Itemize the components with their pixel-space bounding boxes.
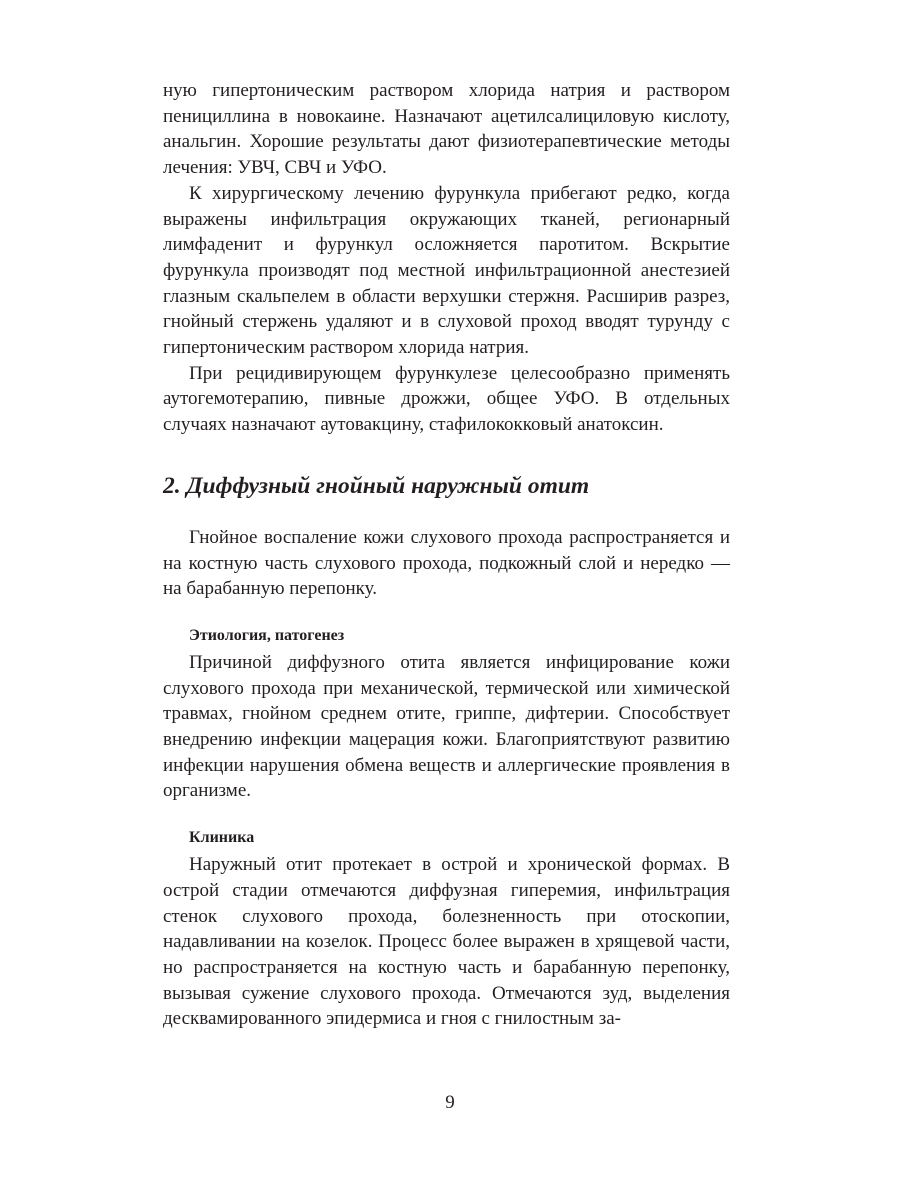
section-heading: 2. Диффузный гнойный наружный отит — [163, 472, 590, 499]
paragraph: ную гипертоническим раствором хлорида натрия и раствором пенициллина в новокаине. Назначают ацетилсалициловую кислоту, анальгин. Хорошие результаты дают физиотерапевтические методы лечения: УВЧ, СВЧ и УФО. — [163, 80, 730, 179]
paragraph: Наружный отит протекает в острой и хронической формах. В острой стадии отмечаются диффузная гиперемия, инфильтрация стенок слухового прохода, болезненность при отоскопии, надавливании на козелок. Процесс более выражен в хрящевой части, но распространяется на костную часть и барабанную перепонку, вызывая сужение слухового прохода. Отмечаются зуд, выделения десквамированного эпидермиса и гноя с гнилостным за- — [163, 854, 730, 1030]
paragraph: К хирургическому лечению фурункула прибегают редко, когда выражены инфильтрация окружающих тканей, регионарный лимфаденит и фурункул осложняется паротитом. Вскрытие фурункула производят под местной инфильтрационной анестезией глазным скальпелем в области верхушки стержня. Расширив разрез, гнойный стержень удаляют и в слуховой проход вводят турунду с гипертоническим раствором хлорида натрия. — [163, 182, 730, 359]
paragraph: Причиной диффузного отита является инфицирование кожи слухового прохода при механической, термической или химической травмах, гнойном среднем отите, гриппе, дифтерии. Способствует внедрению инфекции мацерация кожи. Благоприятствуют развитию инфекции нарушения обмена веществ и аллергические проявления в организме. — [163, 651, 730, 802]
paragraph: При рецидивирующем фурункулезе целесообразно применять аутогемотерапию, пивные дрожжи, общее УФО. В отдельных случаях назначают аутовакцину, стафилококковый анатоксин. — [163, 362, 730, 436]
subheading-clinic: Клиника — [189, 829, 255, 847]
page-number: 9 — [445, 1092, 455, 1113]
subheading-etiology: Этиология, патогенез — [189, 626, 345, 644]
paragraph: Гнойное воспаление кожи слухового прохода распространяется и на костную часть слухового прохода, подкожный слой и нередко — на барабанную перепонку. — [163, 526, 730, 600]
page-body — [163, 78, 730, 1032]
